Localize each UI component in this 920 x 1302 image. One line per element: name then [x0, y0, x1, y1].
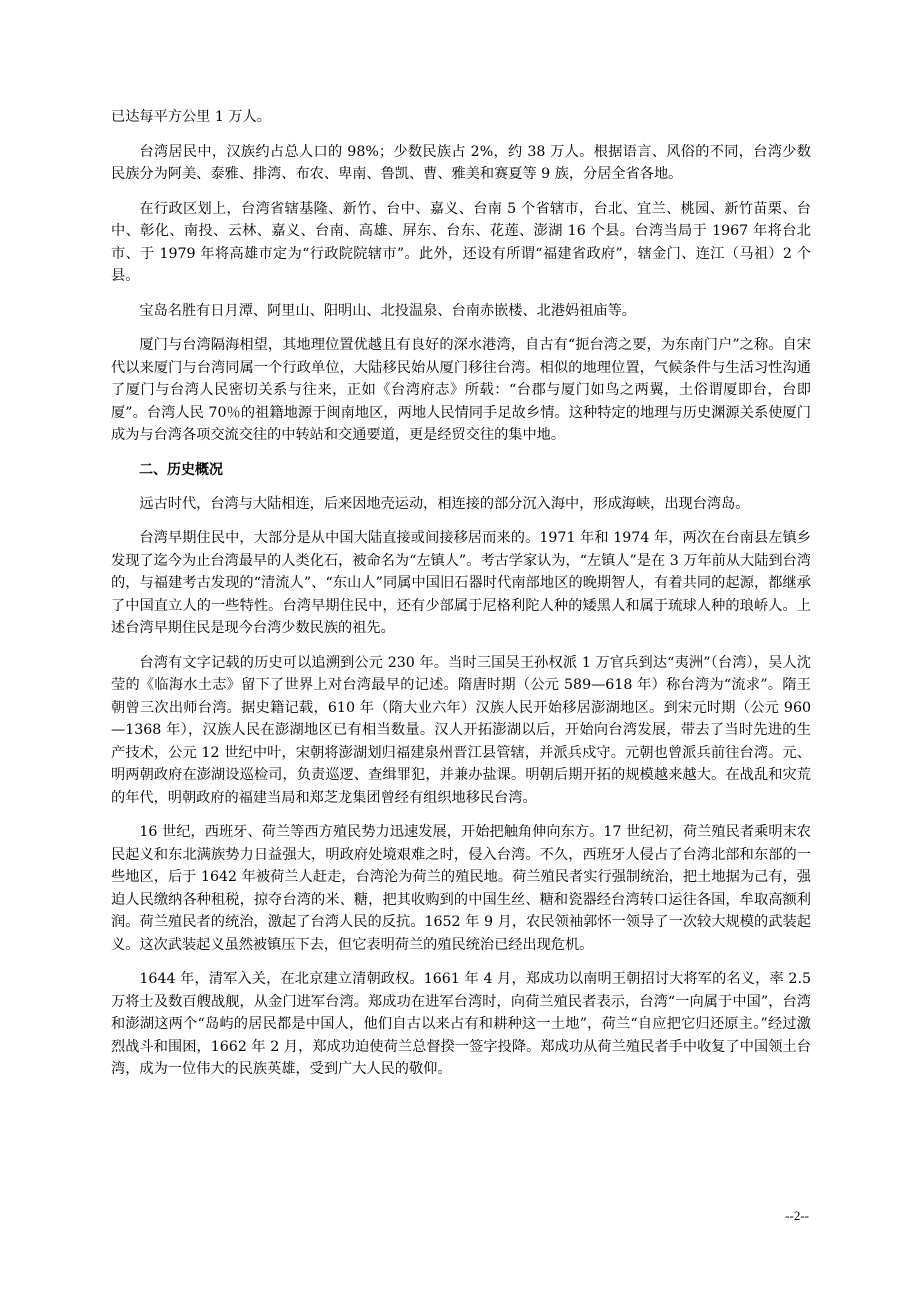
paragraph-written-history: 台湾有文字记载的历史可以追溯到公元 230 年。当时三国吴王孙权派 1 万官兵到达“夷洲”（台湾），吴人沈莹的《临海水土志》留下了世界上对台湾最早的记述。隋唐时期（公元 589—618 年）称台湾为“流求”。隋王朝曾三次出师台湾。据史籍记载，610 年（隋大业六年）汉族人民开始移居澎湖地区。到宋元时期（公元 960—1368 年），汉族人民在澎湖地区已有相当数量。汉人开拓澎湖以后，开始向台湾发展，带去了当时先进的生产技术，公元 12 世纪中叶，宋朝将澎湖划归福建泉州晋江县管辖，并派兵戍守。元朝也曾派兵前往台湾。元、明两朝政府在澎湖设巡检司，负责巡逻、查缉罪犯，并兼办盐课。明朝后期开拓的规模越来越大。在战乱和灾荒的年代，明朝政府的福建当局和郑芝龙集团曾经有组织地移民台湾。 — [111, 654, 811, 806]
paragraph-population-density: 已达每平方公里 1 万人。 — [111, 109, 271, 125]
paragraph-xiamen-relation: 厦门与台湾隔海相望，其地理位置优越且有良好的深水港湾，自古有“扼台湾之要，为东南门户”之称。自宋代以来厦门与台湾同属一个行政单位，大陆移民始从厦门移往台湾。相似的地理位置，气候条件与生活习性沟通了厦门与台湾人民密切关系与往来，正如《台湾府志》所载：“台郡与厦门如鸟之两翼，土俗谓厦即台，台即厦”。台湾人民 70％的祖籍地源于闽南地区，两地人民情同手足故乡情。这种特定的地理与历史渊源关系使厦门成为与台湾各项交流交往的中转站和交通要道，更是经贸交往的集中地。 — [111, 337, 811, 443]
paragraph-ancient-times: 远古时代，台湾与大陆相连，后来因地壳运动，相连接的部分沉入海中，形成海峡，出现台湾岛。 — [139, 495, 750, 512]
paragraph-zheng-chenggong: 1644 年，清军入关，在北京建立清朝政权。1661 年 4 月，郑成功以南明王朝招讨大将军的名义，率 2.5 万将士及数百艘战舰，从金门进军台湾。郑成功在进军台湾时，向荷兰殖民者表示，台湾“一向属于中国”，台湾和澎湖这两个“岛屿的居民都是中国人，他们自古以来占有和耕种这一土地”，荷兰“自应把它归还原主。”经过激烈战斗和围困，1662 年 2 月，郑成功迫使荷兰总督揆一签字投降。郑成功从荷兰殖民者手中收复了中国领土台湾，成为一位伟大的民族英雄，受到广大人民的敬仰。 — [111, 971, 811, 1077]
paragraph-scenic-spots: 宝岛名胜有日月潭、阿里山、阳明山、北投温泉、台南赤嵌楼、北港妈祖庙等。 — [139, 302, 636, 319]
paragraph-dutch-colonial: 16 世纪，西班牙、荷兰等西方殖民势力迅速发展，开始把触角伸向东方。17 世纪初，荷兰殖民者乘明末农民起义和东北满族势力日益强大，明政府处境艰难之时，侵入台湾。不久，西班牙人侵占了台湾北部和东部的一些地区，后于 1642 年被荷兰人赶走，台湾沦为荷兰的殖民地。荷兰殖民者实行强制统治，把土地据为己有，强迫人民缴纳各种租税，掠夺台湾的米、糖，把其收购到的中国生丝、糖和瓷器经台湾转口运往各国，牟取高额利润。荷兰殖民者的统治，激起了台湾人民的反抗。1652 年 9 月，农民领袖郭怀一领导了一次较大规模的武装起义。这次武装起义虽然被镇压下去，但它表明荷兰的殖民统治已经出现危机。 — [111, 824, 811, 953]
paragraph-ethnic-groups: 台湾居民中，汉族约占总人口的 98%；少数民族占 2%，约 38 万人。根据语言、风俗的不同，台湾少数民族分为阿美、泰雅、排湾、布农、卑南、鲁凯、曹、雅美和赛夏等 9 族，分居全省各地。 — [111, 143, 811, 182]
paragraph-early-inhabitants: 台湾早期住民中，大部分是从中国大陆直接或间接移居而来的。1971 年和 1974 年，两次在台南县左镇乡发现了迄今为止台湾最早的人类化石，被命名为“左镇人”。考古学家认为，“左镇人”是在 3 万年前从大陆到台湾的，与福建考古发现的“清流人”、“东山人”同属中国旧石器时代南部地区的晚期智人，有着共同的起源，都继承了中国直立人的一些特性。台湾早期住民中，还有少部属于尼格利陀人种的矮黑人和属于琉球人种的琅峤人。上述台湾早期住民是现今台湾少数民族的祖先。 — [111, 530, 811, 636]
section-heading-history: 二、历史概况 — [139, 461, 223, 478]
page-number: --2-- — [785, 1208, 809, 1223]
document-page — [111, 106, 811, 1093]
paragraph-administrative-divisions: 在行政区划上，台湾省辖基隆、新竹、台中、嘉义、台南 5 个省辖市，台北、宜兰、桃园、新竹苗栗、台中、彰化、南投、云林、嘉义、台南、高雄、屏东、台东、花莲、澎湖 16 个县。台湾当局于 1967 年将台北市、于 1979 年将高雄市定为“行政院院辖市”。此外，还设有所谓“福建省政府”，辖金门、连江（马祖）2 个县。 — [111, 200, 811, 284]
